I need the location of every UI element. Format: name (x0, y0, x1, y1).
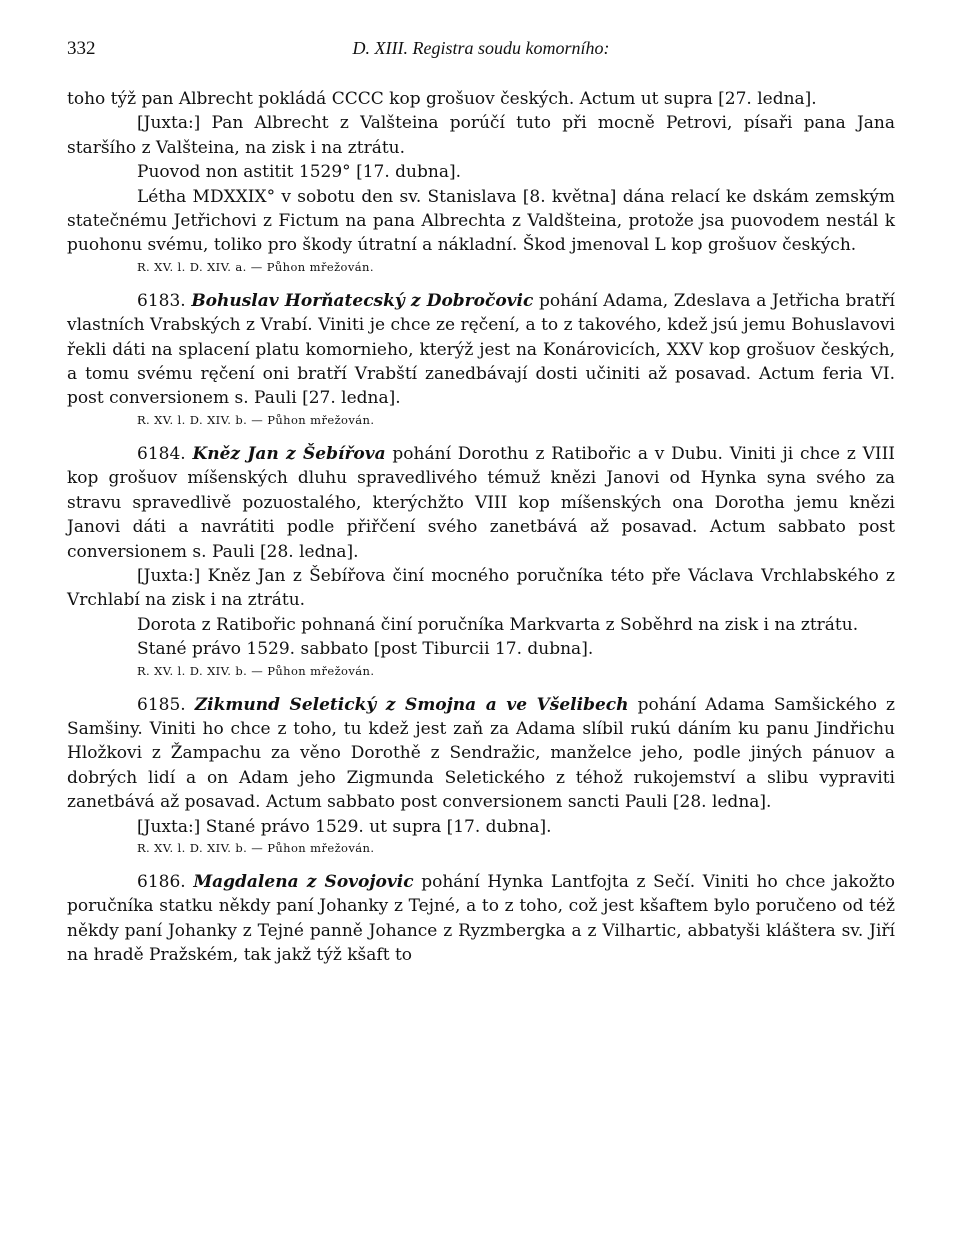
entry-number: 6184. (137, 443, 186, 464)
paragraph: [Juxta:] Stané právo 1529. ut supra [17. dubna]. (137, 816, 552, 837)
entry-name: Zikmund Seletický z Smojna a ve Všelibech (194, 694, 629, 715)
document-body (67, 87, 895, 968)
entry-6185 (67, 693, 895, 815)
paragraph: [Juxta:] Kněz Jan z Šebířova činí mocného poručníka této pře Václava Vrchlabského z Vrchlabí na zisk i na ztrátu. (67, 565, 895, 611)
page-header (67, 38, 895, 72)
source-note: R. XV. l. D. XIV. b. — Půhon mřežován. (137, 840, 375, 855)
entry-name: Magdalena z Sovojovic (193, 871, 414, 892)
entry-name: Bohuslav Horňatecský z Dobročovic (191, 290, 534, 311)
entry-number: 6183. (137, 290, 186, 311)
entry-number: 6186. (137, 871, 186, 892)
entry-text: pohání Adama Samšického z Samšiny. Viniti ho chce z toho, tu kdež jest zaň za Adama slíbil rukú dáním ku panu Jindřichu Hložkovi z Žampachu za věno Dorothě z Sendražic, manželce jeho, podle jiných pánuov a dobrých lidí a on Adam jeho Zigmunda Seletického z téhož rukojemství a slibu vypraviti zanetbává až posavad. Actum sabbato post conversionem sancti Pauli [28. ledna]. (67, 694, 895, 813)
paragraph: toho týž pan Albrecht pokládá CCCC kop grošuov českých. Actum ut supra [27. ledna]. (67, 89, 817, 109)
page-number: 332 (67, 38, 96, 59)
entry-text: pohání Hynka Lantfojta z Sečí. Viniti ho chce jakožto poručníka statku někdy paní Johanky z Tejné, a to z toho, což jest kšaftem bylo poručeno od též někdy paní Johanky z Tejné panně Johance z Ryzmbergka a z Vilhartic, abbatyši kláštera sv. Jiří na hradě Pražském, tak jakž týž kšaft to (67, 871, 895, 966)
entry-6184 (67, 442, 895, 564)
source-note: R. XV. l. D. XIV. b. — Půhon mřežován. (137, 663, 375, 678)
entry-number: 6185. (137, 694, 186, 715)
paragraph: Stané právo 1529. sabbato [post Tiburcii 17. dubna]. (137, 639, 594, 660)
entry-6186 (67, 870, 895, 968)
entry-name: Kněz Jan z Šebířova (192, 443, 386, 464)
paragraph: Dorota z Ratibořic pohnaná činí poručníka Markvarta z Soběhrd na zisk i na ztrátu. (137, 614, 859, 635)
entry-text: pohání Adama, Zdeslava a Jetřicha bratří vlastních Vrabských z Vrabí. Viniti je chce ze ręčení, a to z takového, kdež jsú jemu Bohuslavovi řekli dáti na splacení platu komornieho, kterýž jest na Konárovicích, XXV kop grošuov českých, a tomu svému ręčení oni bratří Vrabští zanedbávají dosti učiniti až posavad. Actum feria VI. post conversionem s. Pauli [27. ledna]. (67, 290, 895, 409)
paragraph: [Juxta:] Pan Albrecht z Valšteina porúčí tuto při mocně Petrovi, písaři pana Jana staršího z Valšteina, na zisk i na ztrátu. (67, 113, 895, 158)
entry-text: pohání Dorothu z Ratibořic a v Dubu. Viniti ji chce z VIII kop grošuov míšenských dluhu spravedlivého témuž knězi Janovi od Hynka syna svého za stravu spravedlivě pozuostalého, kterýchžto VIII kop míšenských ona Dorotha jemu knězi Janovi dáti a navrátiti podle přiřčení svého zanetbává až posavad. Actum sabbato post conversionem s. Pauli [28. ledna]. (67, 443, 896, 562)
source-note: R. XV. l. D. XIV. b. — Půhon mřežován. (137, 412, 375, 427)
document-page (67, 38, 895, 968)
paragraph: Puovod non astitit 1529° [17. dubna]. (137, 162, 461, 183)
entry-6183 (67, 289, 895, 411)
running-title: D. XIII. Registra soudu komorního: (352, 38, 610, 58)
paragraph: Létha MDXXIX° v sobotu den sv. Stanislava [8. května] dána relací ke dskám zemským statečnému Jetřichovi z Fictum na pana Albrechta z Valdšteina, protože jsa puovodem nestál k puohonu svému, toliko pro škody útratní a nákladní. Škod jmenoval L kop grošuov českých. (67, 186, 895, 256)
source-note: R. XV. l. D. XIV. a. — Půhon mřežován. (137, 259, 374, 274)
